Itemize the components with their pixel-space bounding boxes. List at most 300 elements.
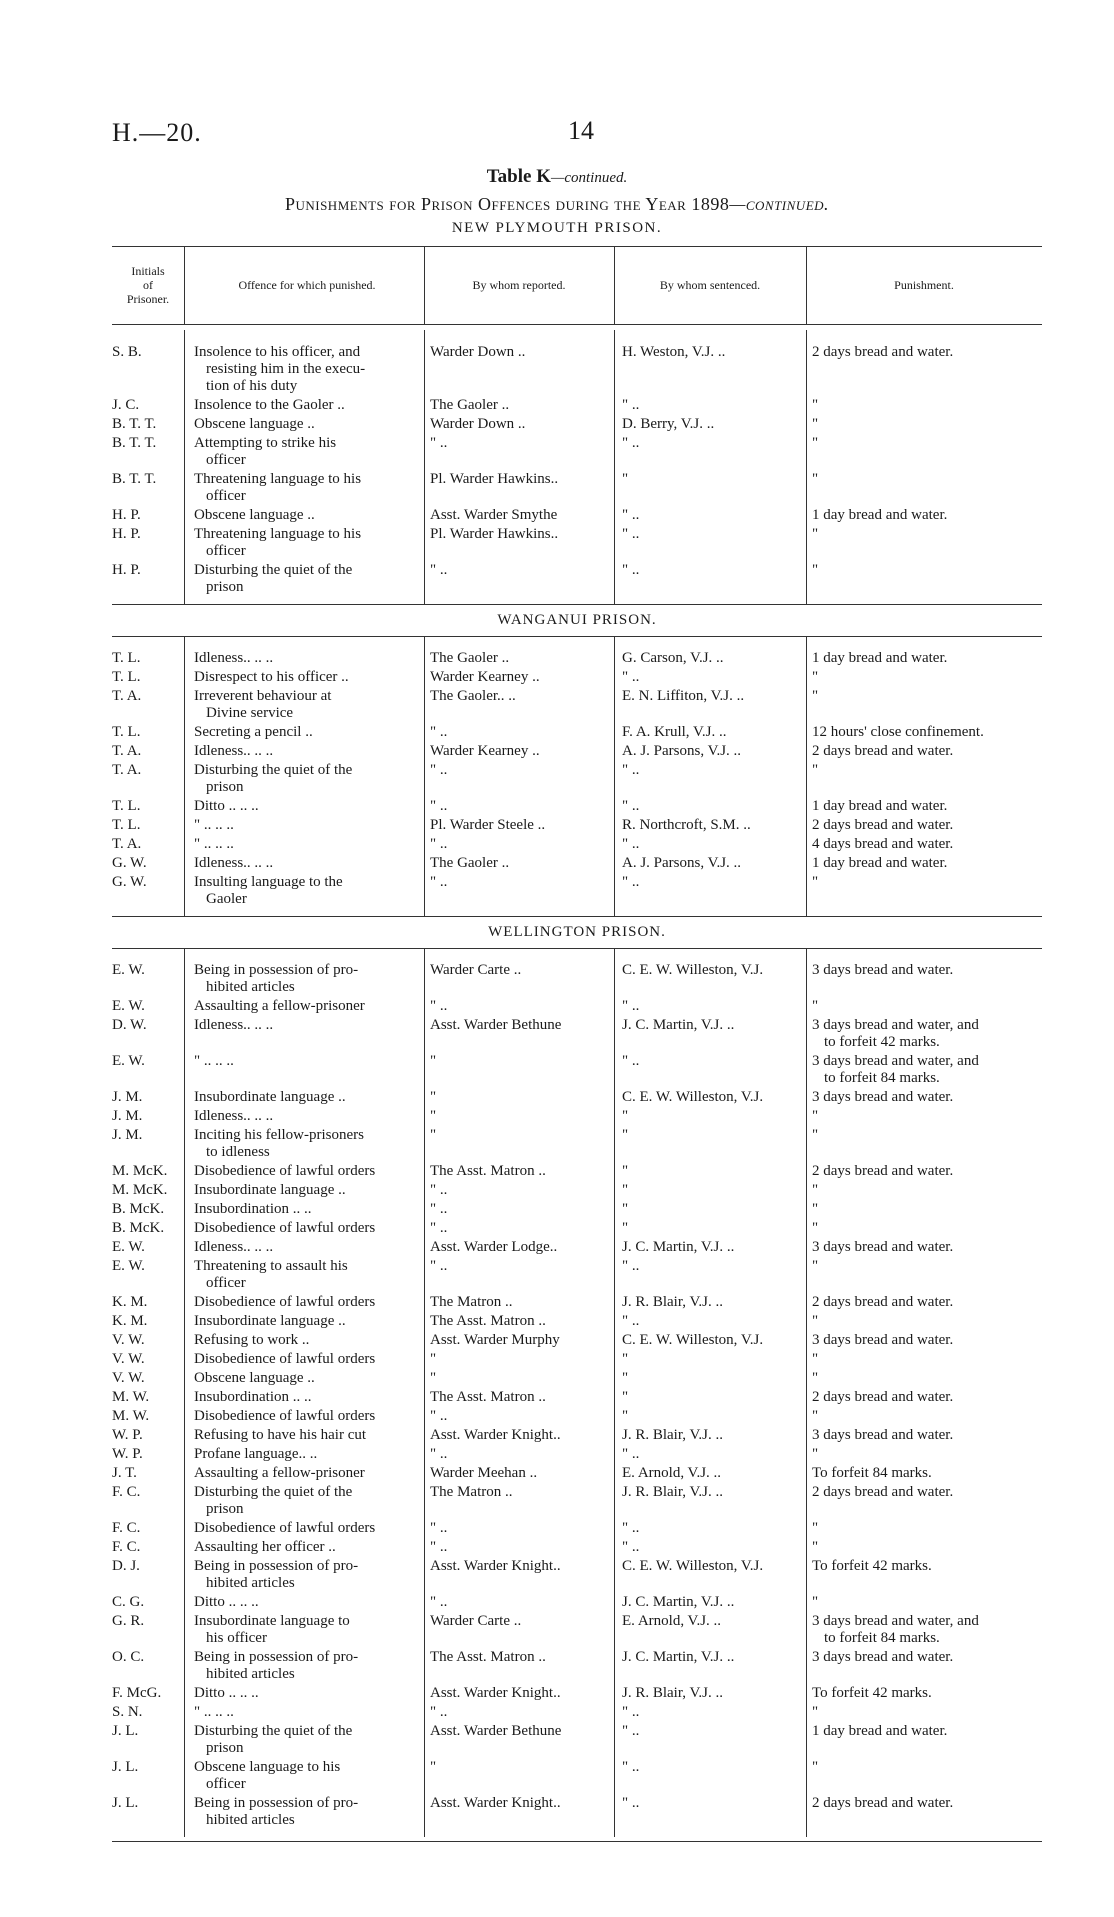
prisoner-initials: V. W.	[112, 1332, 145, 1348]
offence-line: Being in possession of pro-	[194, 1795, 359, 1811]
reported-by: " ..	[430, 1520, 448, 1536]
prisoner-initials: K. M.	[112, 1294, 148, 1310]
offence-line: Inciting his fellow-prisoners	[194, 1127, 364, 1143]
punishment-line: "	[812, 1539, 819, 1555]
table-top-rule	[112, 246, 1042, 247]
prisoner-initials: G. W.	[112, 874, 147, 890]
offence	[194, 836, 420, 853]
reported-by: The Asst. Matron ..	[430, 1313, 546, 1329]
sentenced-by: "	[622, 1370, 629, 1386]
offence-line: Disturbing the quiet of the	[194, 1723, 353, 1739]
offence	[194, 1408, 420, 1425]
punishment	[812, 1649, 1042, 1666]
offence	[194, 743, 420, 760]
punishment	[812, 471, 1042, 488]
punishment-line: "	[812, 688, 819, 704]
column-rule	[424, 636, 425, 916]
offence-line: " .. .. ..	[194, 817, 234, 833]
col-offence-header: Offence for which punished.	[238, 278, 376, 292]
offence-line: Idleness.. .. ..	[194, 855, 274, 871]
section-rule	[112, 604, 1042, 605]
sentenced-by: J. C. Martin, V.J. ..	[622, 1649, 735, 1665]
punishments-table	[112, 246, 1042, 1828]
reported-by: The Gaoler ..	[430, 855, 510, 871]
section-title-2: WELLINGTON PRISON.	[488, 924, 666, 940]
punishment-line: 3 days bread and water, and	[812, 1613, 979, 1629]
offence-line: Insolence to the Gaoler ..	[194, 397, 345, 413]
section-rule	[112, 916, 1042, 917]
reported-by: " ..	[430, 762, 448, 778]
offence-line: prison	[206, 579, 244, 595]
offence-line: Disobedience of lawful orders	[194, 1294, 376, 1310]
sentenced-by: " ..	[622, 562, 640, 578]
prisoner-initials: T. L.	[112, 817, 141, 833]
reported-by: Asst. Warder Murphy	[430, 1332, 560, 1348]
reported-by: " ..	[430, 1408, 448, 1424]
reported-by: Warder Down ..	[430, 344, 526, 360]
offence-line: officer	[206, 543, 246, 559]
reported-by: The Asst. Matron ..	[430, 1649, 546, 1665]
offence-line: Assaulting her officer ..	[194, 1539, 336, 1555]
punishment	[812, 1539, 1042, 1556]
reported-by: "	[430, 1053, 437, 1069]
prisoner-initials: H. P.	[112, 507, 141, 523]
reported-by: Warder Down ..	[430, 416, 526, 432]
reported-by: "	[430, 1089, 437, 1105]
punishment-line: "	[812, 1313, 819, 1329]
punishment-line: 3 days bread and water.	[812, 1089, 954, 1105]
section-title-1: WANGANUI PRISON.	[497, 612, 657, 628]
offence-line: Insubordinate language ..	[194, 1313, 346, 1329]
offence	[194, 526, 420, 560]
reported-by: Warder Meehan ..	[430, 1465, 538, 1481]
offence-line: Threatening language to his	[194, 526, 362, 542]
punishment-line: 2 days bread and water.	[812, 1795, 954, 1811]
offence	[194, 1704, 420, 1721]
punishment	[812, 397, 1042, 414]
punishment-line: 1 day bread and water.	[812, 798, 948, 814]
offence-line: Insubordination .. ..	[194, 1201, 312, 1217]
punishment	[812, 817, 1042, 834]
prisoner-initials: D. W.	[112, 1017, 147, 1033]
sentenced-by: A. J. Parsons, V.J. ..	[622, 743, 742, 759]
prisoner-initials: J. L.	[112, 1723, 139, 1739]
offence	[194, 1163, 420, 1180]
prisoner-initials: T. A.	[112, 836, 142, 852]
sentenced-by: " ..	[622, 836, 640, 852]
punishment	[812, 1163, 1042, 1180]
prisoner-initials: T. A.	[112, 762, 142, 778]
punishment	[812, 1446, 1042, 1463]
offence-line: Refusing to have his hair cut	[194, 1427, 367, 1443]
prisoner-initials: B. T. T.	[112, 416, 157, 432]
reported-by: Asst. Warder Knight..	[430, 1685, 561, 1701]
prisoner-initials: H. P.	[112, 526, 141, 542]
punishment-line: "	[812, 998, 819, 1014]
punishment-line: 2 days bread and water.	[812, 743, 954, 759]
reported-by: " ..	[430, 435, 448, 451]
punishment	[812, 1558, 1042, 1575]
punishment-line: to forfeit 42 marks.	[824, 1034, 940, 1050]
sentenced-by: J. R. Blair, V.J. ..	[622, 1294, 723, 1310]
reported-by: " ..	[430, 798, 448, 814]
offence-line: Threatening to assault his	[194, 1258, 348, 1274]
punishment-line: 2 days bread and water.	[812, 1294, 954, 1310]
prisoner-initials: S. B.	[112, 344, 142, 360]
column-rule	[806, 330, 807, 604]
prisoner-initials: T. A.	[112, 688, 142, 704]
prisoner-initials: F. McG.	[112, 1685, 162, 1701]
column-rule	[614, 636, 615, 916]
prisoner-initials: E. W.	[112, 1239, 145, 1255]
reported-by: Asst. Warder Bethune	[430, 1723, 562, 1739]
prisoner-initials: T. A.	[112, 743, 142, 759]
punishment-line: "	[812, 471, 819, 487]
punishment-line: "	[812, 1704, 819, 1720]
punishment	[812, 743, 1042, 760]
punishment-line: 2 days bread and water.	[812, 1484, 954, 1500]
sentenced-by: C. E. W. Willeston, V.J.	[622, 1089, 764, 1105]
offence	[194, 962, 420, 996]
sentenced-by: " ..	[622, 998, 640, 1014]
reported-by: " ..	[430, 1220, 448, 1236]
offence	[194, 1613, 420, 1647]
punishment-line: 3 days bread and water.	[812, 1239, 954, 1255]
col-initials-line-1: Initials	[131, 264, 165, 278]
offence	[194, 855, 420, 872]
punishment-line: "	[812, 1182, 819, 1198]
offence-line: Being in possession of pro-	[194, 962, 359, 978]
offence	[194, 1649, 420, 1683]
punishment	[812, 724, 1042, 741]
prisoner-initials: T. L.	[112, 798, 141, 814]
offence-line: hibited articles	[206, 1575, 295, 1591]
offence	[194, 1258, 420, 1292]
offence-line: Idleness.. .. ..	[194, 743, 274, 759]
punishment-line: To forfeit 84 marks.	[812, 1465, 932, 1481]
offence-line: Assaulting a fellow-prisoner	[194, 998, 365, 1014]
offence	[194, 416, 420, 433]
punishment-line: 1 day bread and water.	[812, 855, 948, 871]
offence-line: Idleness.. .. ..	[194, 1017, 274, 1033]
punishment	[812, 1613, 1042, 1647]
prisoner-initials: J. L.	[112, 1795, 139, 1811]
punishment	[812, 762, 1042, 779]
table-bottom-rule	[112, 1841, 1042, 1842]
column-rule	[614, 246, 615, 324]
offence-line: Obscene language ..	[194, 507, 315, 523]
offence-line: hibited articles	[206, 1666, 295, 1682]
prisoner-initials: G. R.	[112, 1613, 145, 1629]
column-rule	[424, 246, 425, 324]
punishment-line: "	[812, 562, 819, 578]
prisoner-initials: O. C.	[112, 1649, 145, 1665]
sentenced-by: " ..	[622, 1759, 640, 1775]
sentenced-by: "	[622, 1351, 629, 1367]
punishment	[812, 562, 1042, 579]
prisoner-initials: H. P.	[112, 562, 141, 578]
prisoner-initials: J. M.	[112, 1127, 143, 1143]
punishment	[812, 1294, 1042, 1311]
offence-line: tion of his duty	[206, 378, 298, 394]
offence-line: " .. .. ..	[194, 836, 234, 852]
reported-by: Pl. Warder Hawkins..	[430, 526, 559, 542]
offence	[194, 998, 420, 1015]
offence-line: hibited articles	[206, 979, 295, 995]
punishment-line: "	[812, 1108, 819, 1124]
offence	[194, 650, 420, 667]
offence	[194, 1239, 420, 1256]
col-initials-line-2: of	[143, 278, 153, 292]
punishment-line: "	[812, 397, 819, 413]
sentenced-by: J. R. Blair, V.J. ..	[622, 1685, 723, 1701]
reported-by: The Matron ..	[430, 1484, 513, 1500]
punishment-line: "	[812, 1127, 819, 1143]
reported-by: " ..	[430, 1446, 448, 1462]
prisoner-initials: E. W.	[112, 962, 145, 978]
punishment	[812, 650, 1042, 667]
offence-line: officer	[206, 1776, 246, 1792]
reported-by: Asst. Warder Smythe	[430, 507, 558, 523]
sentenced-by: " ..	[622, 507, 640, 523]
offence	[194, 688, 420, 722]
offence-line: Assaulting a fellow-prisoner	[194, 1465, 365, 1481]
offence-line: Insubordinate language ..	[194, 1089, 346, 1105]
punishment-line: 3 days bread and water, and	[812, 1017, 979, 1033]
offence	[194, 1389, 420, 1406]
reported-by: Asst. Warder Knight..	[430, 1427, 561, 1443]
offence	[194, 562, 420, 596]
offence-line: prison	[206, 1501, 244, 1517]
col-sentenced-header: By whom sentenced.	[659, 278, 761, 292]
subtitle-suffix: —continued.	[729, 194, 830, 214]
reported-by: "	[430, 1108, 437, 1124]
offence-line: Profane language.. ..	[194, 1446, 318, 1462]
column-rule	[184, 948, 185, 1837]
sentenced-by: D. Berry, V.J. ..	[622, 416, 715, 432]
offence	[194, 1182, 420, 1199]
reported-by: " ..	[430, 1182, 448, 1198]
col-initials-header	[112, 264, 184, 306]
reported-by: The Gaoler.. ..	[430, 688, 516, 704]
column-rule	[424, 948, 425, 1837]
punishment-line: 2 days bread and water.	[812, 1389, 954, 1405]
offence	[194, 1220, 420, 1237]
offence	[194, 1313, 420, 1330]
punishment-line: "	[812, 1759, 819, 1775]
reported-by: The Asst. Matron ..	[430, 1389, 546, 1405]
punishment	[812, 1484, 1042, 1501]
sentenced-by: " ..	[622, 526, 640, 542]
punishment-line: to forfeit 84 marks.	[824, 1070, 940, 1086]
offence-line: Disrespect to his officer ..	[194, 669, 349, 685]
punishment	[812, 1220, 1042, 1237]
punishment-line: 4 days bread and water.	[812, 836, 954, 852]
offence-line: Obscene language ..	[194, 416, 315, 432]
punishment	[812, 855, 1042, 872]
offence	[194, 1089, 420, 1106]
sentenced-by: A. J. Parsons, V.J. ..	[622, 855, 742, 871]
punishment-line: 1 day bread and water.	[812, 650, 948, 666]
punishment	[812, 1465, 1042, 1482]
sentenced-by: C. E. W. Willeston, V.J.	[622, 1332, 764, 1348]
offence-line: Disobedience of lawful orders	[194, 1351, 376, 1367]
offence	[194, 724, 420, 741]
sentenced-by: " ..	[622, 1704, 640, 1720]
offence-line: Insubordinate language ..	[194, 1182, 346, 1198]
punishment	[812, 1108, 1042, 1125]
punishment-line: "	[812, 1220, 819, 1236]
prisoner-initials: S. N.	[112, 1704, 143, 1720]
offence	[194, 762, 420, 796]
offence	[194, 1520, 420, 1537]
sentenced-by: " ..	[622, 1723, 640, 1739]
reported-by: " ..	[430, 998, 448, 1014]
punishment	[812, 1182, 1042, 1199]
offence-line: Insubordination .. ..	[194, 1389, 312, 1405]
sentenced-by: "	[622, 1408, 629, 1424]
prisoner-initials: B. McK.	[112, 1220, 165, 1236]
reported-by: The Asst. Matron ..	[430, 1163, 546, 1179]
punishment-line: "	[812, 1408, 819, 1424]
sentenced-by: "	[622, 471, 629, 487]
punishment-line: "	[812, 1370, 819, 1386]
offence	[194, 1484, 420, 1518]
sentenced-by: " ..	[622, 874, 640, 890]
reported-by: " ..	[430, 1594, 448, 1610]
offence	[194, 344, 420, 395]
punishment-line: 2 days bread and water.	[812, 817, 954, 833]
sentenced-by: "	[622, 1163, 629, 1179]
sentenced-by: J. R. Blair, V.J. ..	[622, 1484, 723, 1500]
prisoner-initials: V. W.	[112, 1351, 145, 1367]
prisoner-initials: M. McK.	[112, 1163, 168, 1179]
prisoner-initials: E. W.	[112, 1258, 145, 1274]
prisoner-initials: E. W.	[112, 998, 145, 1014]
report-code: H.—20.	[112, 118, 202, 147]
punishment-line: 3 days bread and water, and	[812, 1053, 979, 1069]
punishment	[812, 1594, 1042, 1611]
punishment	[812, 998, 1042, 1015]
sentenced-by: J. R. Blair, V.J. ..	[622, 1427, 723, 1443]
prisoner-initials: W. P.	[112, 1427, 143, 1443]
reported-by: " ..	[430, 1201, 448, 1217]
sentenced-by: J. C. Martin, V.J. ..	[622, 1239, 735, 1255]
offence-line: Insolence to his officer, and	[194, 344, 361, 360]
sentenced-by: C. E. W. Willeston, V.J.	[622, 962, 764, 978]
punishment	[812, 1759, 1042, 1776]
offence-line: Insubordinate language to	[194, 1613, 350, 1629]
reported-by: "	[430, 1759, 437, 1775]
offence	[194, 669, 420, 686]
punishment	[812, 1258, 1042, 1275]
offence-line: Refusing to work ..	[194, 1332, 310, 1348]
punishment-line: To forfeit 42 marks.	[812, 1558, 932, 1574]
reported-by: Warder Kearney ..	[430, 669, 540, 685]
offence-line: Disturbing the quiet of the	[194, 762, 353, 778]
punishment	[812, 344, 1042, 361]
offence-line: Secreting a pencil ..	[194, 724, 313, 740]
punishment-line: "	[812, 435, 819, 451]
sentenced-by: " ..	[622, 435, 640, 451]
table-label: Table K	[486, 166, 551, 187]
punishment-line: to forfeit 84 marks.	[824, 1630, 940, 1646]
prisoner-initials: J. T.	[112, 1465, 137, 1481]
offence-line: Disobedience of lawful orders	[194, 1163, 376, 1179]
offence	[194, 1017, 420, 1034]
header-bottom-rule	[112, 324, 1042, 325]
column-rule	[614, 948, 615, 1837]
sentenced-by: " ..	[622, 669, 640, 685]
sentenced-by: " ..	[622, 1053, 640, 1069]
prisoner-initials: G. W.	[112, 855, 147, 871]
reported-by: " ..	[430, 724, 448, 740]
prisoner-initials: J. L.	[112, 1759, 139, 1775]
punishment	[812, 1389, 1042, 1406]
punishment	[812, 1201, 1042, 1218]
offence	[194, 1795, 420, 1829]
punishment	[812, 836, 1042, 853]
punishment-line: "	[812, 1258, 819, 1274]
sentenced-by: "	[622, 1182, 629, 1198]
offence-line: Disobedience of lawful orders	[194, 1408, 376, 1424]
sentenced-by: " ..	[622, 1795, 640, 1811]
offence	[194, 874, 420, 908]
prisoner-initials: F. C.	[112, 1520, 141, 1536]
punishment	[812, 1313, 1042, 1330]
prisoner-initials: F. C.	[112, 1539, 141, 1555]
sentenced-by: E. Arnold, V.J. ..	[622, 1613, 722, 1629]
punishment	[812, 1127, 1042, 1144]
sentenced-by: F. A. Krull, V.J. ..	[622, 724, 727, 740]
prisoner-initials: T. L.	[112, 650, 141, 666]
column-rule	[806, 948, 807, 1837]
reported-by: Warder Carte ..	[430, 962, 522, 978]
prisoner-initials: C. G.	[112, 1594, 145, 1610]
reported-by: The Gaoler ..	[430, 650, 510, 666]
offence-line: his officer	[206, 1630, 267, 1646]
offence-line: Ditto .. .. ..	[194, 798, 259, 814]
punishment	[812, 1017, 1042, 1051]
sentenced-by: G. Carson, V.J. ..	[622, 650, 724, 666]
reported-by: Warder Kearney ..	[430, 743, 540, 759]
offence	[194, 1446, 420, 1463]
reported-by: Asst. Warder Knight..	[430, 1558, 561, 1574]
offence-line: Threatening language to his	[194, 471, 362, 487]
offence-line: Divine service	[206, 705, 294, 721]
prisoner-initials: K. M.	[112, 1313, 148, 1329]
sentenced-by: " ..	[622, 1446, 640, 1462]
offence	[194, 1127, 420, 1161]
punishment-line: 3 days bread and water.	[812, 962, 954, 978]
offence-line: Idleness.. .. ..	[194, 1239, 274, 1255]
reported-by: "	[430, 1351, 437, 1367]
offence	[194, 1201, 420, 1218]
punishment-line: "	[812, 874, 819, 890]
prisoner-initials: T. L.	[112, 669, 141, 685]
reported-by: " ..	[430, 1704, 448, 1720]
prisoner-initials: M. McK.	[112, 1182, 168, 1198]
punishment-line: "	[812, 1594, 819, 1610]
sentenced-by: " ..	[622, 1258, 640, 1274]
offence-line: officer	[206, 1275, 246, 1291]
punishment	[812, 1351, 1042, 1368]
offence-line: Insulting language to the	[194, 874, 343, 890]
punishment-line: "	[812, 416, 819, 432]
punishment	[812, 1370, 1042, 1387]
reported-by: Pl. Warder Steele ..	[430, 817, 546, 833]
offence-line: Being in possession of pro-	[194, 1558, 359, 1574]
